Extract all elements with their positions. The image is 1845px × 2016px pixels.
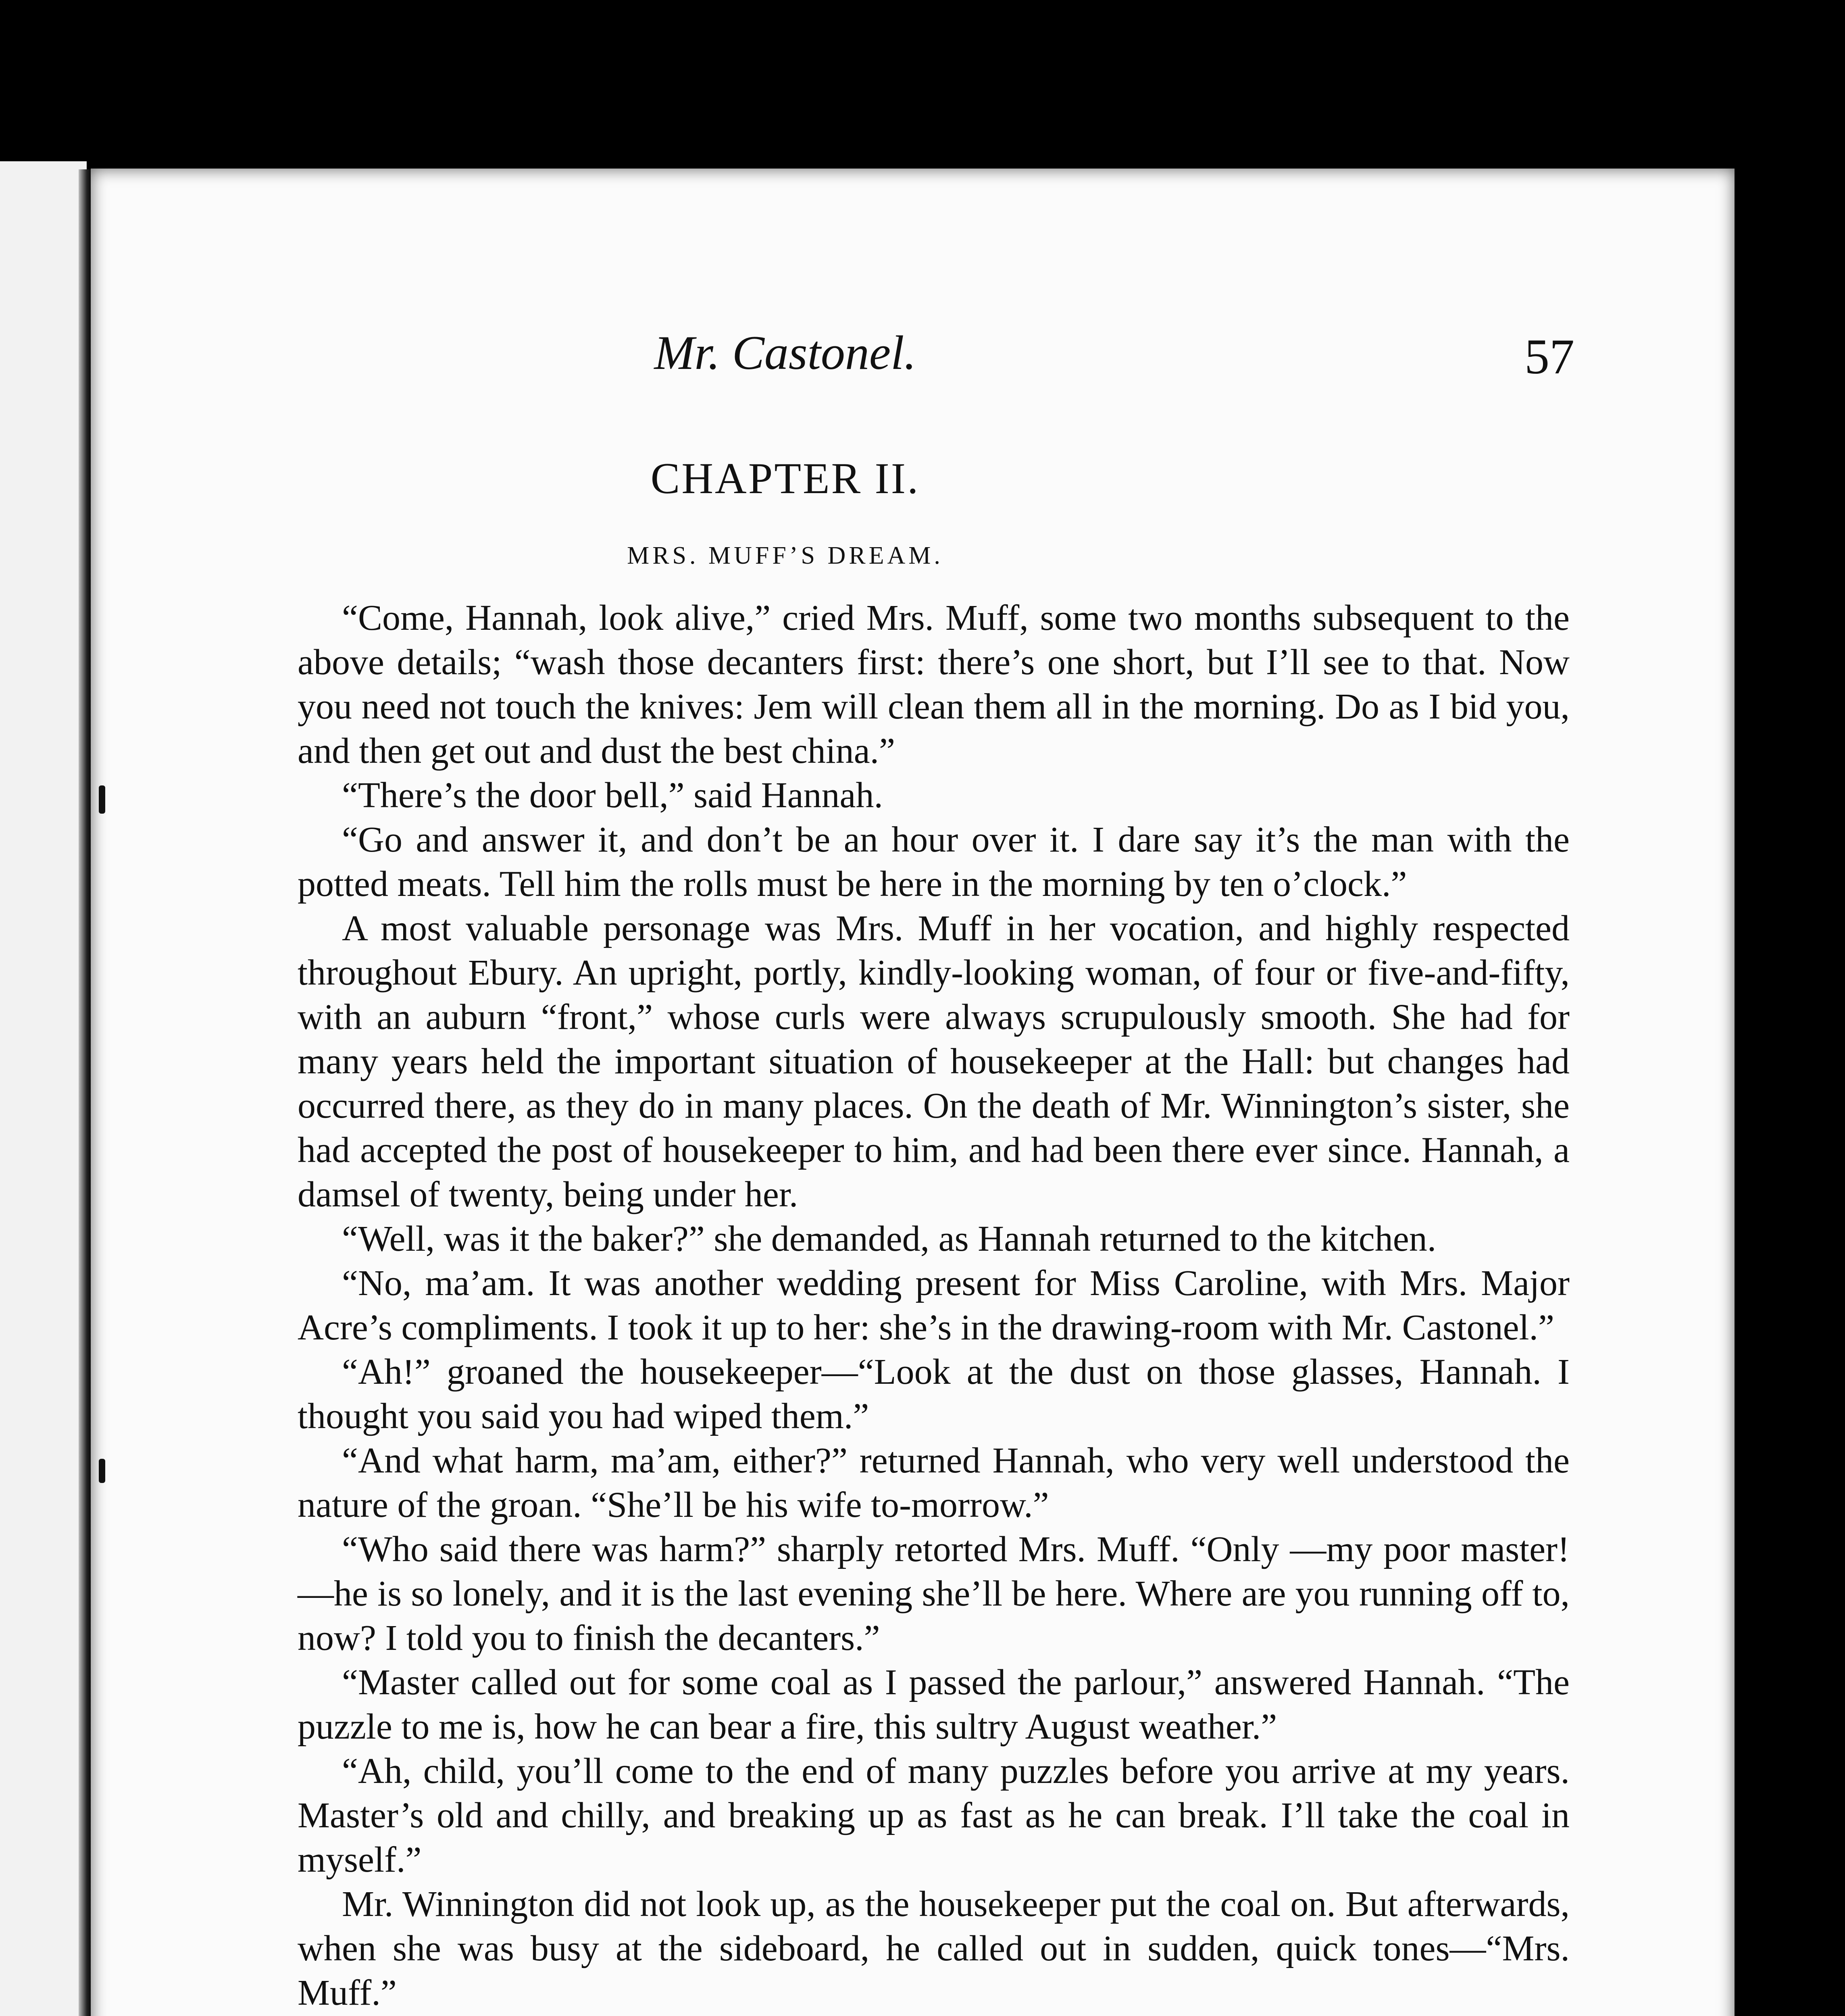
- margin-mark: [99, 1459, 105, 1483]
- chapter-subtitle: MRS. MUFF’S DREAM.: [627, 542, 943, 569]
- paragraph: “Ah!” groaned the housekeeper—“Look at the dust on those glasses, Hannah. I thought you said you had wiped them.”: [298, 1352, 1570, 1436]
- paragraph: “No, ma’am. It was another wedding present for Miss Caroline, with Mrs. Major Acre’s compliments. I took it up to her: she’s in the drawing-room with Mr. Castonel.”: [298, 1263, 1570, 1347]
- paragraph: A most valuable personage was Mrs. Muff in her vocation, and highly respected throughout Ebury. An upright, portly, kindly-looking woman, of four or five-and-fifty, with an auburn “front,” whose curls were always scrupulously smooth. She had for many years held the important situation of housekeeper at the Hall: but changes had occurred there, as they do in many places. On the death of Mr. Winnington’s sister, she had accepted the post of housekeeper to him, and had been there ever since. Hannah, a damsel of twenty, being under her.: [298, 908, 1570, 1214]
- paragraph: “There’s the door bell,” said Hannah.: [342, 775, 883, 815]
- body-text: [298, 596, 1570, 2016]
- binding-gutter: [79, 169, 92, 2016]
- page-number: 57: [1524, 329, 1574, 384]
- paragraph: “Come, Hannah, look alive,” cried Mrs. Muff, some two months subsequent to the above details; “wash those decanters first: there’s one short, but I’ll see to that. Now you need not touch the knives: Jem will clean them all in the morning. Do as I bid you, and then get out and dust the best china.”: [298, 598, 1570, 771]
- chapter-title: CHAPTER II.: [650, 454, 920, 503]
- paragraph: “Master called out for some coal as I passed the parlour,” answered Hannah. “The puzzle to me is, how he can bear a fire, this sultry August weather.”: [298, 1662, 1570, 1747]
- previous-page-edge: [0, 161, 87, 2016]
- paragraph: “And what harm, ma’am, either?” returned Hannah, who very well understood the nature of the groan. “She’ll be his wife to-morrow.”: [298, 1441, 1570, 1525]
- book-page: [91, 169, 1735, 2016]
- paragraph: “Ah, child, you’ll come to the end of many puzzles before you arrive at my years. Master’s old and chilly, and breaking up as fast as he can break. I’ll take the coal in myself.”: [298, 1751, 1570, 1880]
- margin-mark: [99, 785, 105, 814]
- running-head: Mr. Castonel.: [654, 326, 916, 379]
- paragraph: “Who said there was harm?” sharply retorted Mrs. Muff. “Only —my poor master!—he is so lonely, and it is the last evening she’ll be here. Where are you running off to, now? I told you to finish the decanters.”: [298, 1529, 1570, 1658]
- paragraph: “Go and answer it, and don’t be an hour over it. I dare say it’s the man with the potted meats. Tell him the rolls must be here in the morning by ten o’clock.”: [298, 820, 1570, 904]
- paragraph: “Well, was it the baker?” she demanded, as Hannah returned to the kitchen.: [342, 1219, 1437, 1259]
- paragraph: Mr. Winnington did not look up, as the housekeeper put the coal on. But afterwards, when she was busy at the sideboard, he called out in sudden, quick tones—“Mrs. Muff.”: [298, 1884, 1570, 2013]
